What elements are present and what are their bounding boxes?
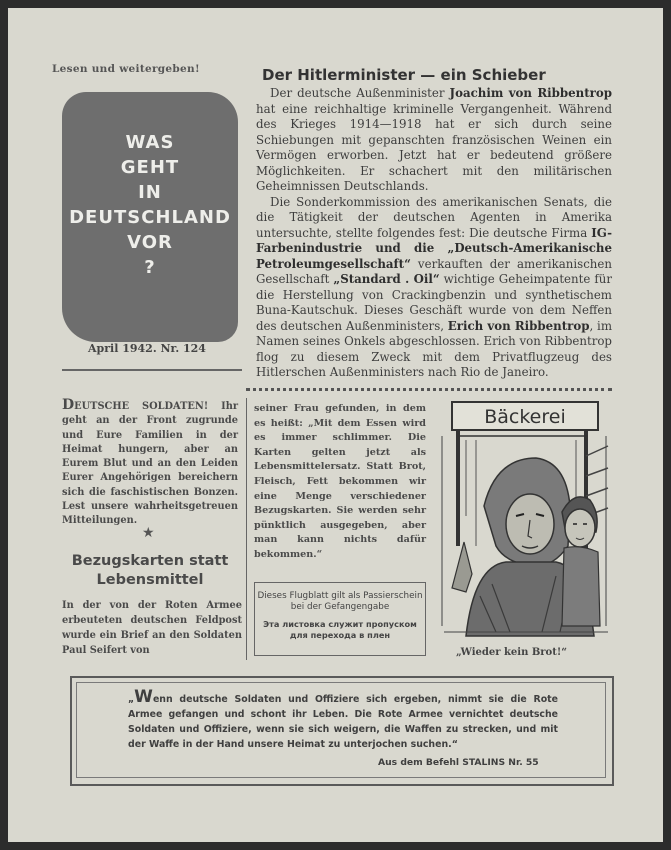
stalin-quote [128,687,558,752]
child-face [565,509,595,547]
name-highlight: Joachim von Ribbentrop [449,86,612,100]
issue-date: April 1942. Nr. 124 [88,342,206,355]
masthead-title [62,130,238,280]
text-run: enn deutsche Soldaten und Offiziere sich ergeben, nimmt sie die Rote Armee gefangen und schont ihr Leben. Die Rote Armee vernichtet deutsche Soldaten und Offiziere, wenn sie sich weigern, die Waffen zu strecken, und mit der Waffe in der Hand unsere Heimat zu unterjochen suchen.“ [128,694,558,750]
pass-box [254,582,426,656]
title-line: ? [144,257,156,278]
bakery-illustration [436,396,614,646]
drop-cap: D [62,397,75,413]
title-line: DEUTSCHLAND [69,207,231,228]
soldiers-appeal [62,398,238,529]
ration-heading: Bezugskarten statt Lebensmittel [71,553,229,588]
text-run: EUTSCHE SOLDATEN! Ihr geht an der Front zugrunde und Eure Familien in der Heimat hungern, aber an Eurem Blut und an den Leiden Eurer Angehörigen bereichern sich die faschistischen Bonzen. Lest unsere wahrheitsgetreuen Mitteilungen. [62,401,238,527]
title-line: IN [138,182,162,203]
title-line: GEHT [120,157,180,178]
text-run: verkauften der amerikanischen Gesellschaft [256,256,612,286]
firm-highlight: „Standard . Oil“ [333,272,440,286]
column-rule [246,398,247,660]
firm-highlight: „Deutsch-Amerikanische Petroleumgesellschaft“ [256,241,612,271]
tagline: Lesen und weitergeben! [52,63,200,75]
firm-highlight: IG-Farbenindustrie [256,225,612,255]
star-ornament: ★ [142,525,155,541]
title-line: VOR [127,232,173,253]
masthead-rule [62,369,242,371]
text-run: , im Namen seines Onkels abgeschlossen. Erich von Ribbentrop flog zu diesem Zweck mit dem Privatflugzeug des Hitlerschen Außenministers nach Rio de Janeiro. [256,318,613,379]
dotted-divider [246,388,612,391]
text-run: hat eine reichhaltige kriminelle Vergangenheit. Während des Krieges 1914—1918 hat er sich durch seine Schiebungen mit gepanschten französischen Weinen ein Vermögen erworben. Jetzt hat er bedeutend größere Möglichkeiten. Er schachert mit den militärischen Geheimnissen Deutschlands. [256,101,612,193]
text-run: Die Sonderkommission des amerikanischen Senats, die die Tätigkeit der deutschen Agenten in Amerika untersuchte, stellte folgendes fest: Die deutsche Firma [256,194,612,240]
drop-cap: W [134,687,153,707]
article-body [256,86,612,381]
name-highlight: Erich von Ribbentrop [447,318,590,333]
ration-text-col1: In der von der Roten Armee erbeuteten deutschen Feldpost wurde ein Brief an den Soldaten Paul Seifert von [62,600,242,656]
article-paragraph [256,195,612,381]
illustration-caption: „Wieder kein Brot!“ [456,647,567,658]
title-line: WAS [125,132,175,153]
quote-source: Aus dem Befehl STALINS Nr. 55 [378,757,539,768]
article-headline: Der Hitlerminister — ein Schieber [262,66,546,84]
text-run: wichtige Geheimpatente für die Herstellung von Crackingbenzin und synthetischem Buna-Kautschuk. Dieses Geschäft wurde von dem Neffen des deutschen Außenministers, [256,272,612,333]
text-run: Der deutsche Außenminister [270,86,450,100]
ration-text-col2: seiner Frau gefunden, in dem es heißt: „Mit dem Essen wird es immer schlimmer. Die Karten gelten jetzt als Lebensmittelersatz. Statt Brot, Fleisch, Fett bekommen wir eine Menge verschiedener Bezugskarten. Sie werden sehr pünktlich ausgegeben, aber man kann nichts dafür bekommen.“ [254,403,426,560]
shop-sign-text: Bäckerei [484,406,566,428]
shopping-bag [452,542,472,592]
pass-german: Dieses Flugblatt gilt als Passierschein bei der Gefangengabe [257,591,423,612]
text-run: und die [362,241,448,255]
child-body [562,547,600,626]
article-paragraph [256,86,612,195]
pass-russian: Эта листовка служит пропуском для перехода в плен [263,619,417,640]
open-quote: „ [128,694,135,705]
